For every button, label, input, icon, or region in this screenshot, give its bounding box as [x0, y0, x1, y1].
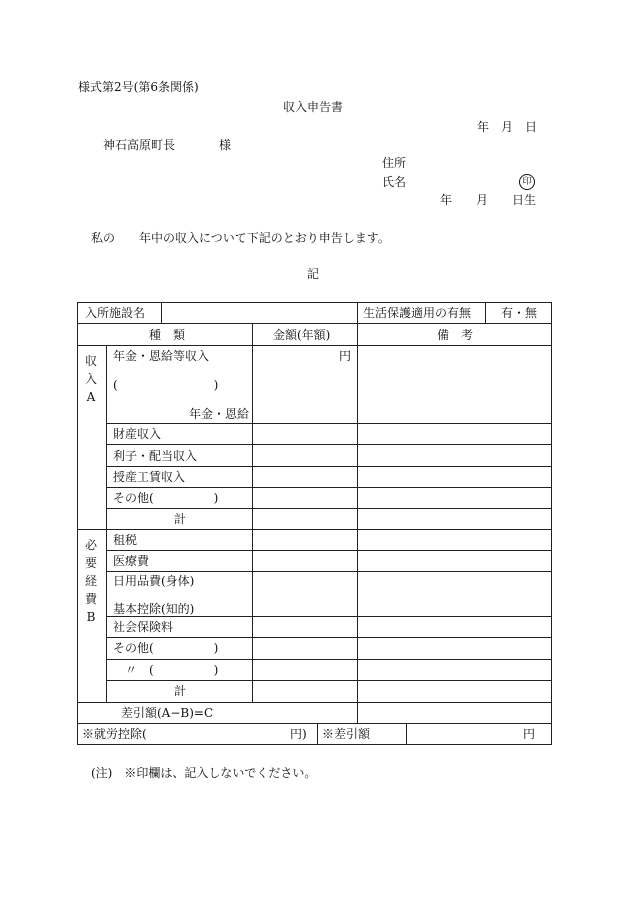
income-table [77, 302, 552, 745]
social-insurance: 社会保険料 [113, 620, 174, 634]
medical-expense: 医療費 [113, 554, 150, 568]
honorific: 様 [219, 138, 232, 152]
name-label: 氏名 [382, 175, 407, 189]
col-remarks: 備 考 [437, 328, 474, 342]
tax-expense: 租税 [113, 533, 138, 547]
facility-label: 入所施設名 [85, 306, 146, 320]
net-label: ※差引額 [322, 727, 371, 741]
yen-unit: 円 [339, 349, 352, 363]
pension-sub: 年金・恩給 [189, 407, 250, 421]
welfare-value: 有・無 [501, 306, 538, 320]
difference-label: 差引額(A−B)=C [121, 706, 214, 720]
form-title: 収入申告書 [283, 100, 344, 114]
net-unit: 円 [523, 727, 536, 741]
other-expense: その他( ) [113, 641, 219, 655]
addressee: 神石高原町長 [103, 138, 176, 152]
footnote: (注) ※印欄は、記入しないでください。 [91, 766, 317, 780]
daily-goods-expense: 日用品費(身体) [113, 574, 195, 588]
birth-line: 年 月 日生 [440, 193, 537, 207]
col-type: 種 類 [149, 328, 186, 342]
other-income: その他( ) [113, 491, 219, 505]
interest-income: 利子・配当収入 [113, 449, 198, 463]
form-number: 様式第2号(第6条関係) [78, 80, 199, 94]
seal-mark: 印 [519, 174, 535, 190]
expense-group-label: 必 要 経 費 B [84, 538, 97, 624]
ki-label: 記 [307, 267, 320, 281]
address-label: 住所 [382, 156, 407, 170]
statement: 私の 年中の収入について下記のとおり申告します。 [91, 231, 390, 245]
income-group-label: 収 入 A [84, 354, 97, 404]
pension-paren: ( ) [113, 378, 219, 392]
welfare-label: 生活保護適用の有無 [363, 306, 472, 320]
date-line: 年 月 日 [477, 120, 538, 134]
work-deduction-unit: 円) [290, 727, 307, 741]
work-deduction-label: ※就労控除( [82, 727, 147, 741]
wage-income: 授産工賃収入 [113, 470, 186, 484]
col-amount: 金額(年額) [273, 328, 331, 342]
pension-label: 年金・恩給等収入 [113, 349, 210, 363]
property-income: 財産収入 [113, 427, 162, 441]
income-total: 計 [174, 512, 187, 526]
ditto-expense: 〃 ( ) [125, 663, 219, 677]
expense-total: 計 [174, 684, 187, 698]
basic-deduction: 基本控除(知的) [113, 602, 195, 616]
